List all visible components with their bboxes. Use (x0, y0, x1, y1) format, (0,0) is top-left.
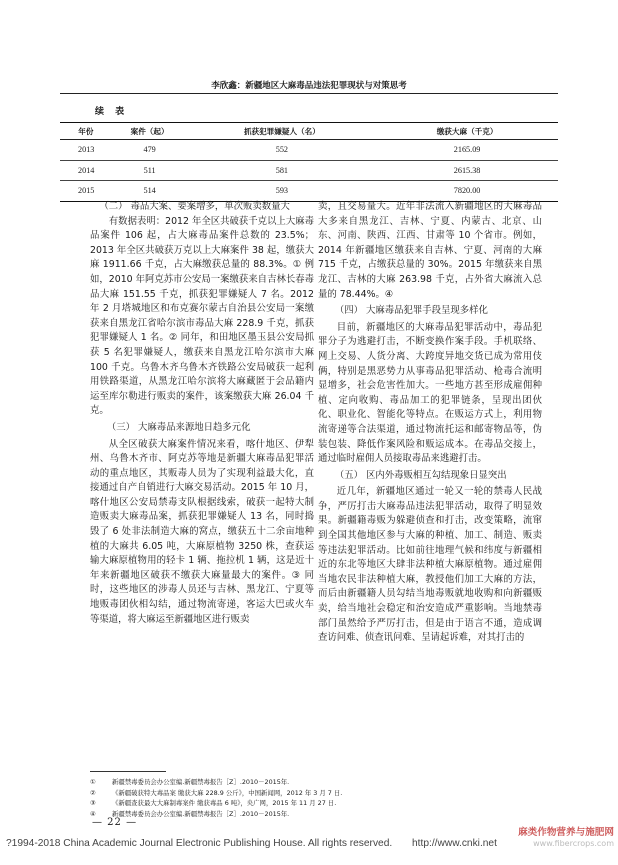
footnotes (90, 777, 550, 819)
body-paragraph: 卖，且交易量大。近年非法流入新疆地区的大麻毒品大多来自黑龙江、吉林、宁夏、内蒙古、北京、山东、河南、陕西、江西、甘肃等 10 个省市。例如，2014 年新疆地区缴获来自吉林、宁夏、河南的大麻 715 千克，占缴获总量的 30%。2015 年缴获来自黑龙江、吉林的大麻 263.98 千克，占外省大麻流入总量的 78.44%。④ (318, 201, 542, 300)
table-cell: 593 (275, 186, 288, 196)
footnote-mark: ③ (90, 799, 96, 808)
table-cell: 479 (143, 145, 156, 155)
footnote-text: 新疆禁毒委员会办公室编.新疆禁毒报告［Z］.2010－2015年. (112, 809, 290, 818)
footnote-rule (90, 771, 166, 772)
column-header-suspects: 抓获犯罪嫌疑人（名） (188, 123, 377, 140)
section-heading: （三） 大麻毒品来源地日趋多元化 (106, 421, 251, 433)
footer-url[interactable]: http://www.cnki.net (412, 838, 497, 849)
table-cell: 7820.00 (453, 186, 481, 196)
table-cell: 2013 (78, 145, 95, 155)
footnote (90, 788, 550, 799)
column-header-seized: 缴获大麻（千克） (376, 123, 558, 140)
header-rule (60, 93, 558, 94)
table-cell: 2615.38 (453, 165, 481, 175)
right-text-column (318, 200, 542, 646)
footnote-text: 新疆禁毒委员会办公室编.新疆禁毒报告［Z］.2010－2015年. (112, 778, 290, 786)
table-row (60, 140, 558, 161)
footnote-text: 《新疆查获最大大麻制毒案件 缴获毒品 6 吨》，央广网，2015 年 11 月 27 日. (112, 799, 337, 808)
left-text-column (90, 200, 314, 627)
running-header: 李欣鑫：新疆地区大麻毒品违法犯罪现状与对策思考 (211, 81, 407, 91)
section-heading: （五） 区内外毒贩相互勾结现象日显突出 (334, 469, 507, 481)
body-paragraph: 近几年，新疆地区通过一轮又一轮的禁毒人民战争，严厉打击大麻毒品违法犯罪活动，取得了明显效果。新疆籍毒贩为躲避侦查和打击，改变策略，流窜到全国其他地区参与大麻的种植、加工、制造、贩卖等违法犯罪活动。比如前往地理气候和纬度与新疆相近的东北等地区大肆非法种植大麻原植物。通过雇佣当地农民非法种植大麻，教授他们加工大麻的方法，而后由新疆籍人员勾结当地毒贩就地收购和向新疆贩卖，给当地社会稳定和治安造成严重影响。当地禁毒部门虽然给予严厉打击，但是由于语言不通，造成调查访问难、侦查讯问难、呈请起诉难，对其打击的 (318, 486, 542, 644)
body-paragraph: 目前，新疆地区的大麻毒品犯罪活动中，毒品犯罪分子为逃避打击，不断变换作案手段。手机联络、网上交易、人货分离、大跨度异地交货已成为常用伎俩，特别是黑恶势力从事毒品犯罪活动、枪毒合流明显增多，社会危害性加大。一些地方甚至形成雇佣种植、定向收购、毒品加工的犯罪链条，呈现出团伙化、职业化、智能化等特点。在贩运方式上，利用物流寄递等合法渠道，通过物流托运和邮寄物品等，伪装包装、降低作案风险和贩运成本。在毒品交接上，通过临时雇佣人员接取毒品来逃避打击。 (318, 321, 542, 465)
section-heading: （四） 大麻毒品犯罪手段呈现多样化 (334, 305, 488, 317)
watermark-url: www.fibercrops.com (533, 839, 614, 848)
table-row (60, 181, 558, 202)
footnote (90, 809, 550, 820)
table-cell: 514 (143, 186, 156, 196)
column-header-year: 年份 (60, 123, 112, 140)
footnote (90, 798, 550, 809)
footnote-mark: ② (90, 788, 96, 797)
table-cell: 2015 (78, 186, 95, 196)
watermark-logo (518, 827, 614, 849)
section-heading: （二） 毒品大案、要案增多，单次贩卖数量大 (99, 201, 290, 212)
table-cell: 581 (275, 165, 288, 175)
table-row (60, 160, 558, 181)
page-number: — 22 — (92, 817, 138, 828)
footnote (90, 777, 550, 788)
table-cell: 552 (275, 145, 288, 155)
footnote-mark: ① (90, 778, 96, 786)
table-cell: 2014 (78, 165, 95, 175)
column-header-cases: 案件（起） (112, 123, 188, 140)
body-paragraph: 有数据表明：2012 年全区共破获千克以上大麻毒品案件 106 起，占大麻毒品案件总数的 23.5%；2013 年全区共破获万克以上大麻案件 38 起，缴获大麻 1911.66 千克，占大麻缴获总量的 88.3%。① 例如，2010 年阿克苏市公安局一案缴获来自吉林长春毒品大麻 151.55 千克，抓获犯罪嫌疑人 7 名。2012 年 2 月塔城地区和布克赛尔蒙古自治县公安局一案缴获来自黑龙江省哈尔滨市毒品大麻 228.9 千克，抓获犯罪嫌疑人 1 名。② 同年，和田地区墨玉县公安局抓获 5 名犯罪嫌疑人，缴获来自黑龙江哈尔滨市大麻 100 千克。乌鲁木齐乌鲁木齐铁路公安局破获一起利用铁路渠道，从黑龙江哈尔滨将大麻藏匿于会品籍内运至库尔勒进行贩卖的案件，该案缴获大麻 26.04 千克。 (90, 215, 314, 417)
data-table (60, 122, 558, 202)
table-cell: 2165.09 (453, 145, 481, 155)
copyright-footer: ?1994-2018 China Academic Journal Electronic Publishing House. All rights reserved. (6, 838, 393, 849)
body-paragraph: 从全区破获大麻案件情况来看，喀什地区、伊犁州、乌鲁木齐市、阿克苏等地是新疆大麻毒品犯罪活动的重点地区，其贩毒人员为了实现利益最大化，直接通过自产自销进行大麻交易活动。2015 年 10 月，喀什地区公安局禁毒支队根据线索，破获一起特大制造贩卖大麻毒品案，抓获犯罪嫌疑人 13 名，同时捣毁了 6 处非法制造大麻的窝点，缴获五十二余亩地种植的大麻共 6.05 吨，大麻原植物 3250 株，查获运输大麻原植物用的轻卡 1 辆、拖拉机 1 辆，这是近十年来新疆地区破获不缴获大麻量最大的案件。③ 同时，这些地区的涉毒人员还与吉林、黑龙江、宁夏等地贩毒团伙相勾结，通过物流寄递，客运大巴或火车等渠道，将大麻运至新疆地区进行贩卖 (90, 438, 314, 625)
table-cell: 511 (143, 165, 156, 175)
table-continued-label: 续 表 (95, 107, 129, 117)
footnote-text: 《新疆破获特大毒品案 缴获大麻 228.9 公斤》，中国新闻网，2012 年 3 月 7 日. (112, 788, 343, 797)
table-header-row (60, 123, 558, 140)
watermark-title: 麻类作物营养与施肥网 (518, 827, 614, 838)
footnote-mark: ④ (90, 809, 96, 818)
